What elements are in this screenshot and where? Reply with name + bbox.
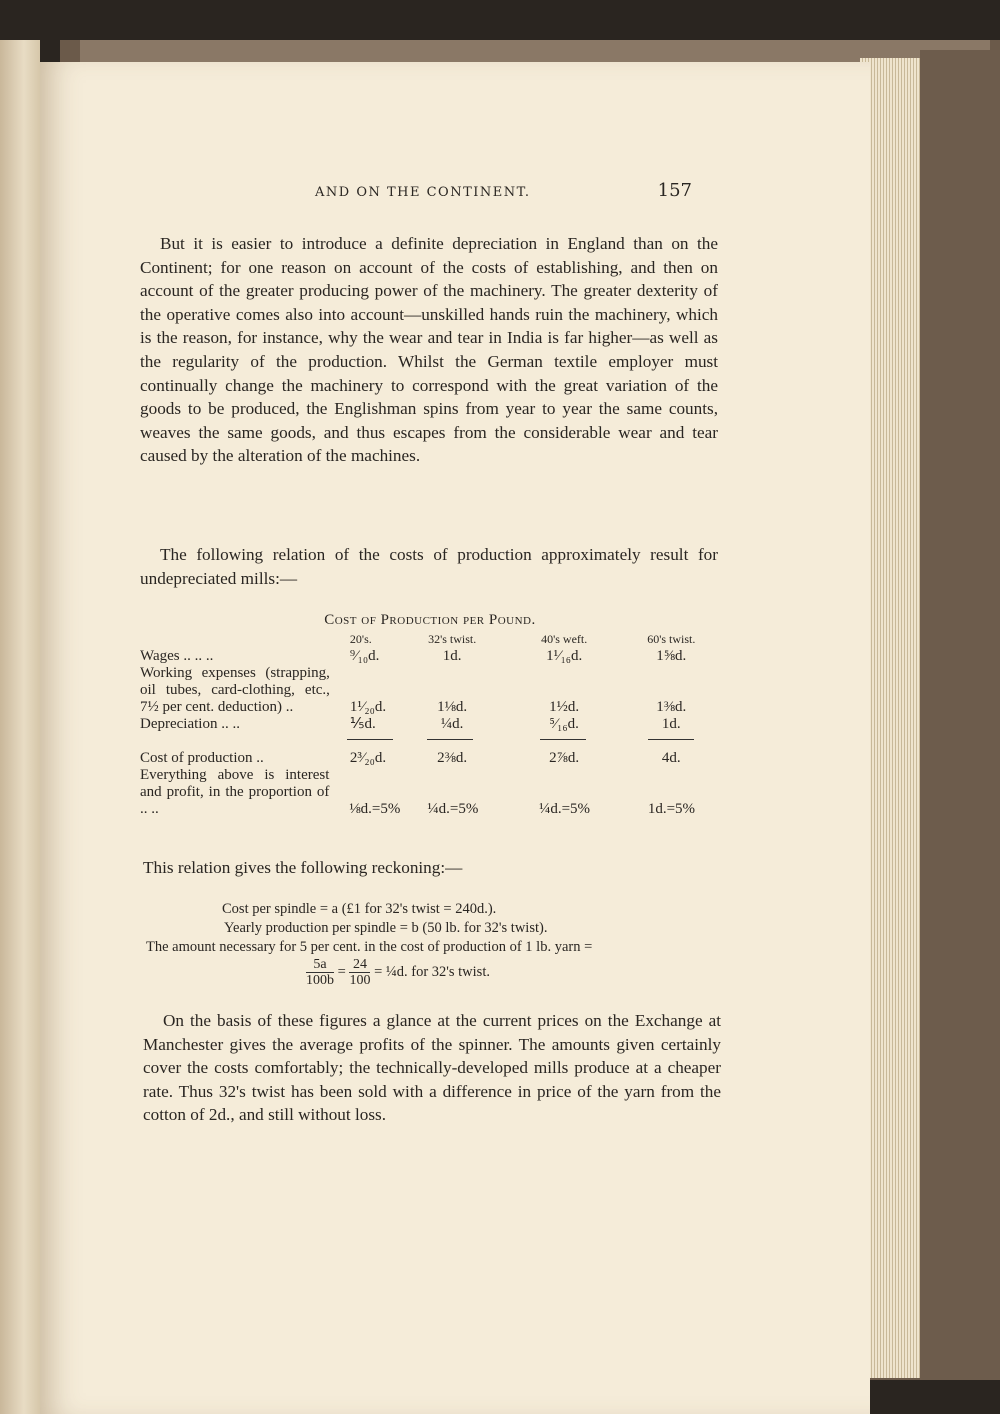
running-title: AND ON THE CONTINENT. (315, 185, 531, 200)
fraction: $\frac{5a}{100b}$ (306, 957, 334, 988)
cell: 1d.=5% (647, 801, 696, 817)
formula-line: The amount necessary for 5 per cent. in the cost of production of 1 lb. yarn = (146, 939, 593, 955)
table-row (140, 750, 720, 767)
cell: 4d. (661, 750, 681, 766)
paragraph-text: This relation gives the following reckoning:— (143, 858, 463, 877)
column-header: 20's. (349, 632, 372, 646)
column-header: 40's weft. (541, 632, 588, 646)
cell: ⁵⁄₁₆d. (549, 716, 579, 732)
paragraph-2 (140, 543, 718, 590)
fraction: $\frac{24}{100}$ (349, 957, 371, 988)
table-row (140, 665, 720, 716)
formula-equation (140, 957, 720, 988)
cell: 1⅛d. (437, 699, 468, 715)
formula-result: = ¼d. for 32's twist. (374, 963, 490, 980)
equals-sign: = (337, 963, 346, 980)
table-row (140, 716, 720, 733)
cell: 2³⁄₂₀d. (349, 750, 387, 766)
paragraph-4 (143, 1009, 721, 1127)
table-row (140, 767, 720, 818)
cost-table (140, 612, 720, 818)
table-row (140, 648, 720, 665)
cell: ¼d.=5% (427, 801, 479, 817)
sum-rule (540, 739, 586, 740)
cell: 1⅝d. (656, 648, 687, 664)
column-header: 32's twist. (428, 632, 477, 646)
paragraph-text: The following relation of the costs of production approximately result for undepreciated mills:— (140, 545, 718, 588)
formula-block (140, 900, 720, 988)
sum-rule (347, 739, 393, 740)
cell: 2⅞d. (549, 750, 580, 766)
row-label: Working expenses (strapping, oil tubes, card-clothing, etc., 7½ per cent. deduction) .. (140, 665, 330, 715)
sum-rules (140, 733, 720, 750)
cell: 1d. (442, 648, 462, 664)
table-header-row (140, 631, 720, 648)
cell: ⅛d.=5% (349, 801, 401, 817)
row-label: Cost of production .. (140, 750, 264, 766)
formula-line: Cost per spindle = a (£1 for 32's twist = 240d.). (222, 901, 497, 917)
cell: 1⅜d. (656, 699, 687, 715)
page-number: 157 (657, 180, 692, 201)
column-header: 60's twist. (647, 632, 696, 646)
cell: 1½d. (549, 699, 580, 715)
sum-rule (427, 739, 473, 740)
page-header (140, 182, 692, 206)
sum-rule (648, 739, 694, 740)
paragraph-text: On the basis of these figures a glance at the current prices on the Exchange at Manchester gives the average profits of the spinner. The amounts given certainly cover the costs comfortably; the technically-developed mills produce at a cheaper rate. Thus 32's twist has been sold with a difference in price of the yarn from the cotton of 2d., and still without loss. (143, 1011, 721, 1125)
table-title: Cost of Production per Pound. (324, 612, 536, 628)
row-label: Everything above is interest and profit, in the proportion of .. .. (140, 767, 330, 817)
cell: 2⅜d. (437, 750, 468, 766)
formula-line: Yearly production per spindle = b (50 lb. for 32's twist). (224, 920, 548, 936)
book-binding (920, 50, 1000, 1380)
cell: ⁹⁄₁₀d. (349, 648, 380, 664)
cell: ⅕d. (349, 716, 376, 732)
paragraph-3 (143, 856, 721, 880)
cell: 1d. (661, 716, 681, 732)
cell: ¼d.=5% (539, 801, 591, 817)
left-page-edge (0, 40, 40, 1414)
paragraph-1 (140, 232, 718, 468)
row-label: Wages .. .. .. (140, 648, 214, 664)
paragraph-text: But it is easier to introduce a definite depreciation in England than on the Continent; for one reason on account of the costs of establishing, and then on account of the greater producing power of the machinery. The greater dexterity of the operative comes also into account—unskilled hands ruin the machinery, which is the reason, for instance, why the wear and tear in India is far higher—as well as the regularity of the production. Whilst the German textile employer must continually change the machinery to correspond with the great variation of the goods to be produced, the Englishman spins from year to year the same counts, weaves the same goods, and thus escapes from the considerable wear and tear caused by the alteration of the machines. (140, 234, 718, 466)
row-label: Depreciation .. .. (140, 716, 240, 732)
cell: ¼d. (440, 716, 464, 732)
cell: 1¹⁄₂₀d. (349, 699, 387, 715)
cell: 1¹⁄₁₆d. (546, 648, 583, 664)
